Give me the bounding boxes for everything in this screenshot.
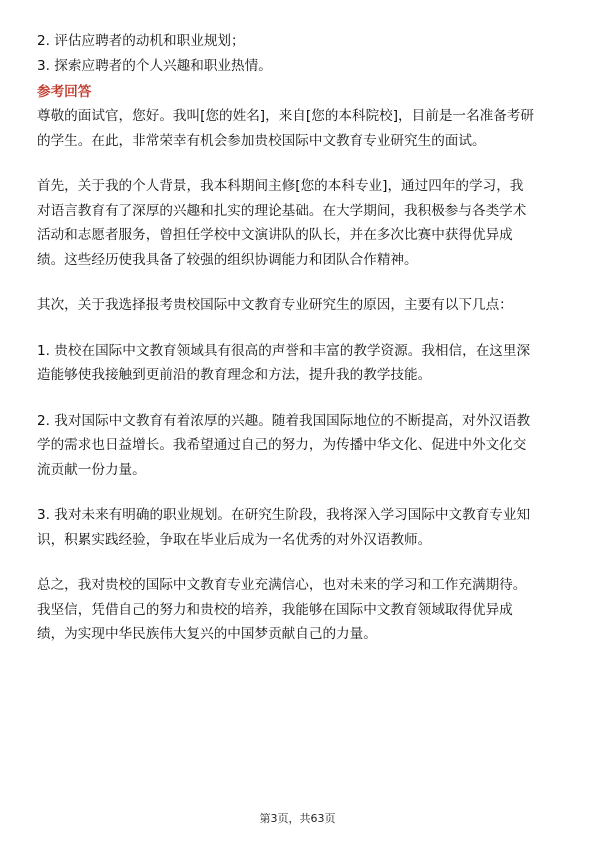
paragraph-line: 的学生。在此，非常荣幸有机会参加贵校国际中文教育专业研究生的面试。 xyxy=(37,132,486,149)
paragraph-line: 3. 我对未来有明确的职业规划。在研究生阶段，我将深入学习国际中文教育专业知 xyxy=(37,507,531,523)
paragraph-conclusion xyxy=(37,573,561,647)
paragraph-line: 识，积累实践经验，争取在毕业后成为一名优秀的对外汉语教师。 xyxy=(37,531,432,548)
paragraph-line: 造能够使我接触到更前沿的教育理念和方法，提升我的教学技能。 xyxy=(37,367,432,383)
paragraph-line: 首先，关于我的个人背景，我本科期间主修[您的本科专业]，通过四年的学习，我 xyxy=(37,178,524,194)
paragraph-line: 尊敬的面试官，您好。我叫[您的姓名]，来自[您的本科院校]，目前是一名准备考研 xyxy=(37,108,534,124)
page-number: 第3页，共63页 xyxy=(259,812,336,825)
paragraph-line: 学的需求也日益增长。我希望通过自己的努力，为传播中华文化、促进中外文化交 xyxy=(37,437,527,453)
paragraph-line: 绩，为实现中华民族伟大复兴的中国梦贡献自己的力量。 xyxy=(37,626,377,642)
paragraph-intro xyxy=(37,104,561,153)
document-body xyxy=(37,29,561,647)
answer-heading: 参考回答 xyxy=(37,84,92,100)
paragraph-line: 活动和志愿者服务，曾担任学校中文演讲队的队长，并在多次比赛中获得优异成 xyxy=(37,227,513,243)
paragraph-line: 其次，关于我选择报考贵校国际中文教育专业研究生的原因，主要有以下几点： xyxy=(37,297,513,313)
list-item-2: 2. 评估应聘者的动机和职业规划； xyxy=(37,33,245,49)
paragraph-reason-3 xyxy=(37,503,561,552)
paragraph-line: 我坚信，凭借自己的努力和贵校的培养，我能够在国际中文教育领域取得优异成 xyxy=(37,601,513,618)
paragraph-line: 流贡献一份力量。 xyxy=(37,461,146,478)
paragraph-line: 绩。这些经历使我具备了较强的组织协调能力和团队合作精神。 xyxy=(37,251,418,268)
paragraph-reason-1 xyxy=(37,339,561,388)
paragraph-line: 对语言教育有了深厚的兴趣和扎实的理论基础。在大学期间，我积极参与各类学术 xyxy=(37,202,527,219)
paragraph-line: 1. 贵校在国际中文教育领域具有很高的声誉和丰富的教学资源。我相信，在这里深 xyxy=(37,342,531,359)
paragraph-background xyxy=(37,174,561,272)
paragraph-reasons-intro xyxy=(37,293,561,318)
paragraph-line: 2. 我对国际中文教育有着浓厚的兴趣。随着我国国际地位的不断提高，对外汉语教 xyxy=(37,412,531,429)
paragraph-reason-2 xyxy=(37,409,561,483)
paragraph-line: 总之，我对贵校的国际中文教育专业充满信心，也对未来的学习和工作充满期待。 xyxy=(37,577,527,593)
list-item-3: 3. 探索应聘者的个人兴趣和职业热情。 xyxy=(37,57,272,74)
